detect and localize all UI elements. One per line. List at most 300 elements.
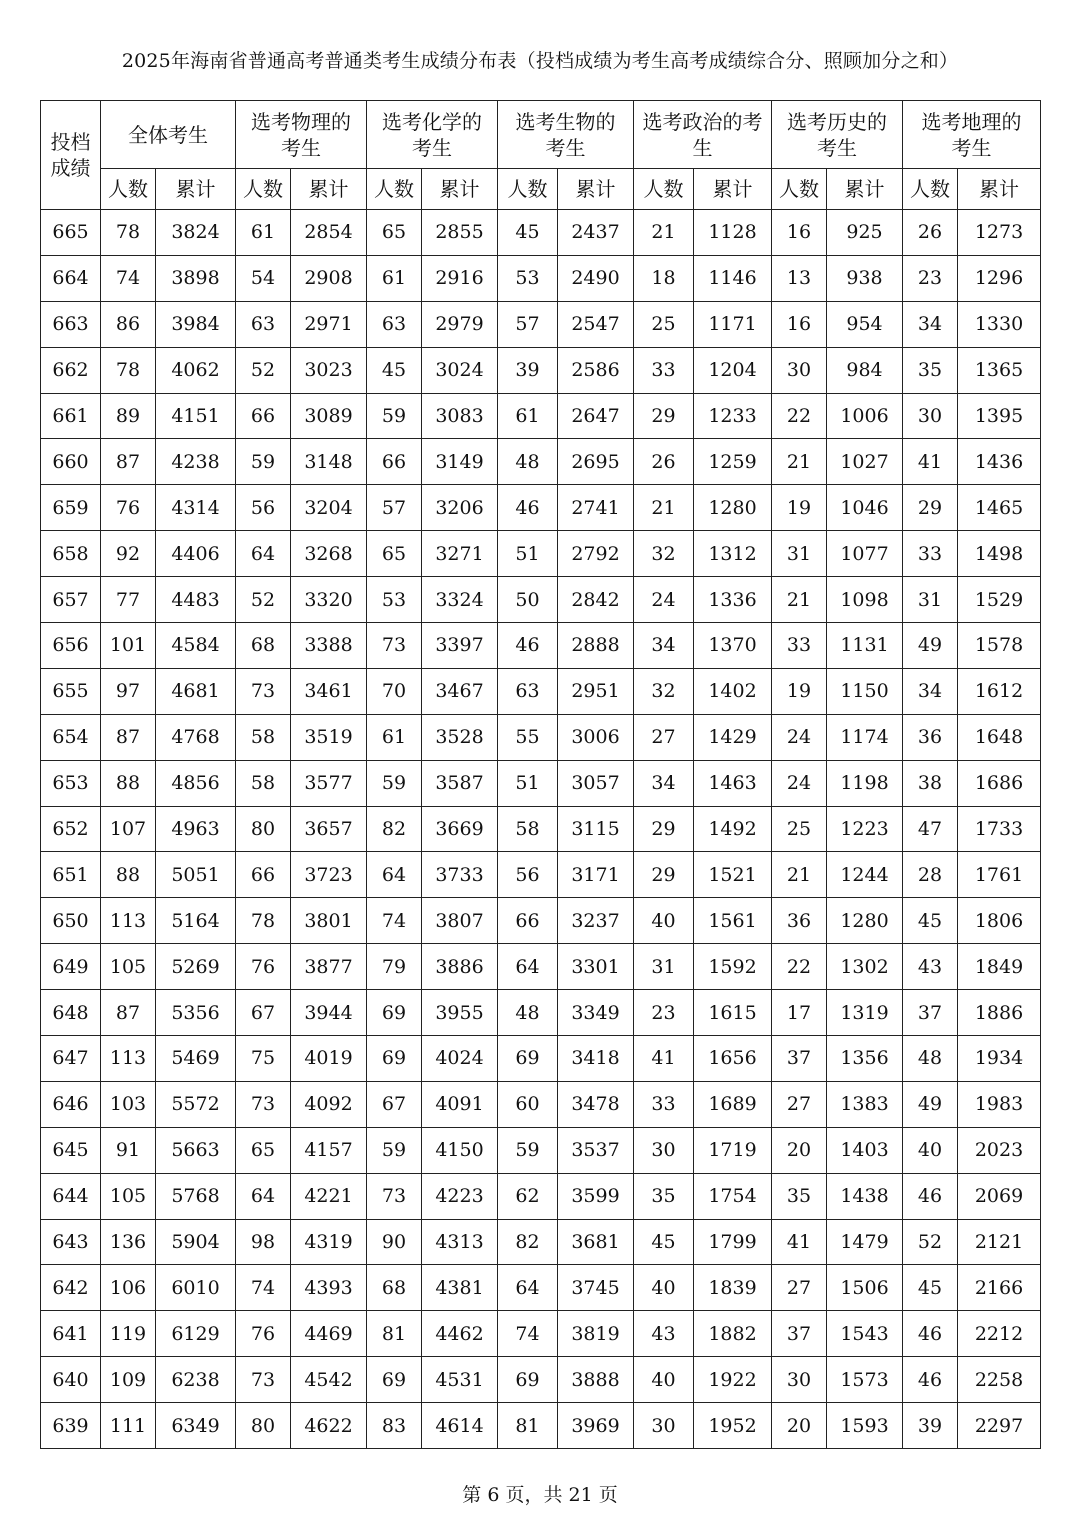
cumulative-cell: 2741: [558, 485, 634, 531]
count-cell: 64: [236, 531, 291, 577]
count-cell: 81: [498, 1403, 558, 1449]
group-header-politics: 选考政治的考生: [634, 101, 772, 169]
score-cell: 651: [41, 852, 101, 898]
count-cell: 74: [236, 1265, 291, 1311]
count-cell: 68: [236, 623, 291, 669]
count-cell: 25: [634, 301, 694, 347]
count-cell: 59: [367, 760, 422, 806]
count-cell: 105: [101, 1173, 156, 1219]
cumulative-cell: 4319: [291, 1219, 367, 1265]
cumulative-cell: 1370: [694, 623, 772, 669]
count-cell: 29: [634, 852, 694, 898]
cumulative-cell: 4381: [422, 1265, 498, 1311]
score-cell: 643: [41, 1219, 101, 1265]
count-cell: 83: [367, 1403, 422, 1449]
cumulative-cell: 1686: [958, 760, 1041, 806]
group-header-physics: 选考物理的考生: [236, 101, 367, 169]
cumulative-cell: 3089: [291, 393, 367, 439]
cumulative-cell: 1077: [827, 531, 903, 577]
table-row: [41, 898, 1041, 944]
cumulative-cell: 3819: [558, 1311, 634, 1357]
cumulative-cell: 1479: [827, 1219, 903, 1265]
cumulative-cell: 1128: [694, 210, 772, 256]
cumulative-cell: 4614: [422, 1403, 498, 1449]
cumulative-cell: 4856: [156, 760, 236, 806]
count-cell: 80: [236, 1403, 291, 1449]
count-cell: 45: [634, 1219, 694, 1265]
page-title: 2025年海南省普通高考普通类考生成绩分布表（投档成绩为考生高考成绩综合分、照顾加分之和）: [121, 50, 959, 72]
count-cell: 64: [498, 1265, 558, 1311]
cumulative-cell: 938: [827, 255, 903, 301]
count-subheader: 人数: [101, 169, 156, 210]
count-cell: 92: [101, 531, 156, 577]
count-cell: 69: [498, 1036, 558, 1082]
count-cell: 31: [903, 577, 958, 623]
count-cell: 51: [498, 760, 558, 806]
count-cell: 73: [236, 1081, 291, 1127]
count-cell: 105: [101, 944, 156, 990]
cumulative-cell: 3324: [422, 577, 498, 623]
cumulative-cell: 4062: [156, 347, 236, 393]
cumulative-cell: 1403: [827, 1127, 903, 1173]
count-cell: 61: [236, 210, 291, 256]
count-cell: 46: [903, 1357, 958, 1403]
count-cell: 35: [903, 347, 958, 393]
cumulative-cell: 1498: [958, 531, 1041, 577]
cumulative-cell: 6349: [156, 1403, 236, 1449]
cumulative-cell: 3944: [291, 990, 367, 1036]
count-cell: 67: [236, 990, 291, 1036]
cumulative-cell: 3599: [558, 1173, 634, 1219]
count-cell: 32: [634, 668, 694, 714]
cumulative-cell: 2586: [558, 347, 634, 393]
count-cell: 87: [101, 714, 156, 760]
count-cell: 59: [367, 393, 422, 439]
cumulative-cell: 4024: [422, 1036, 498, 1082]
cumulative-cell: 3745: [558, 1265, 634, 1311]
count-cell: 65: [367, 531, 422, 577]
cumulative-cell: 2490: [558, 255, 634, 301]
cumulative-cell: 2842: [558, 577, 634, 623]
count-cell: 38: [903, 760, 958, 806]
cumulative-cell: 2916: [422, 255, 498, 301]
count-cell: 88: [101, 760, 156, 806]
cumulative-cell: 1806: [958, 898, 1041, 944]
cumulative-cell: 2258: [958, 1357, 1041, 1403]
count-cell: 35: [634, 1173, 694, 1219]
cumulative-cell: 3537: [558, 1127, 634, 1173]
cumulative-cell: 1733: [958, 806, 1041, 852]
count-cell: 68: [367, 1265, 422, 1311]
cumulative-cell: 1150: [827, 668, 903, 714]
cumulative-cell: 4483: [156, 577, 236, 623]
table-row: [41, 944, 1041, 990]
cumulative-cell: 3519: [291, 714, 367, 760]
cumulative-cell: 1529: [958, 577, 1041, 623]
count-cell: 34: [903, 668, 958, 714]
cumulative-cell: 3115: [558, 806, 634, 852]
table-row: [41, 301, 1041, 347]
count-subheader: 人数: [236, 169, 291, 210]
table-row: [41, 714, 1041, 760]
count-cell: 73: [367, 1173, 422, 1219]
score-cell: 642: [41, 1265, 101, 1311]
table-row: [41, 485, 1041, 531]
cumulative-cell: 2792: [558, 531, 634, 577]
cumulative-cell: 4469: [291, 1311, 367, 1357]
cumulative-cell: 3083: [422, 393, 498, 439]
cumulative-cell: 2855: [422, 210, 498, 256]
count-cell: 16: [772, 301, 827, 347]
score-cell: 654: [41, 714, 101, 760]
cumulative-subheader: 累计: [694, 169, 772, 210]
cumulative-cell: 1754: [694, 1173, 772, 1219]
cumulative-cell: 2854: [291, 210, 367, 256]
count-cell: 64: [367, 852, 422, 898]
score-cell: 655: [41, 668, 101, 714]
count-cell: 37: [903, 990, 958, 1036]
count-cell: 119: [101, 1311, 156, 1357]
count-cell: 43: [903, 944, 958, 990]
cumulative-cell: 1174: [827, 714, 903, 760]
count-cell: 47: [903, 806, 958, 852]
cumulative-cell: 6010: [156, 1265, 236, 1311]
count-cell: 66: [367, 439, 422, 485]
cumulative-cell: 4092: [291, 1081, 367, 1127]
count-cell: 52: [236, 577, 291, 623]
table-row: [41, 255, 1041, 301]
cumulative-cell: 3204: [291, 485, 367, 531]
cumulative-cell: 1689: [694, 1081, 772, 1127]
cumulative-cell: 5572: [156, 1081, 236, 1127]
count-cell: 48: [903, 1036, 958, 1082]
table-row: [41, 668, 1041, 714]
count-cell: 75: [236, 1036, 291, 1082]
cumulative-cell: 1573: [827, 1357, 903, 1403]
cumulative-cell: 3587: [422, 760, 498, 806]
cumulative-cell: 3984: [156, 301, 236, 347]
cumulative-cell: 4313: [422, 1219, 498, 1265]
count-cell: 57: [367, 485, 422, 531]
cumulative-cell: 2888: [558, 623, 634, 669]
cumulative-cell: 4157: [291, 1127, 367, 1173]
count-cell: 33: [634, 1081, 694, 1127]
count-cell: 27: [634, 714, 694, 760]
cumulative-cell: 1436: [958, 439, 1041, 485]
count-cell: 13: [772, 255, 827, 301]
table-row: [41, 1403, 1041, 1449]
count-cell: 33: [772, 623, 827, 669]
count-cell: 34: [903, 301, 958, 347]
score-cell: 660: [41, 439, 101, 485]
cumulative-cell: 5356: [156, 990, 236, 1036]
cumulative-cell: 1356: [827, 1036, 903, 1082]
cumulative-cell: 1521: [694, 852, 772, 898]
cumulative-cell: 1233: [694, 393, 772, 439]
group-header-all: 全体考生: [101, 101, 236, 169]
count-cell: 45: [903, 1265, 958, 1311]
score-cell: 658: [41, 531, 101, 577]
cumulative-cell: 4150: [422, 1127, 498, 1173]
count-cell: 73: [236, 1357, 291, 1403]
cumulative-cell: 2023: [958, 1127, 1041, 1173]
cumulative-cell: 3149: [422, 439, 498, 485]
count-cell: 19: [772, 485, 827, 531]
cumulative-cell: 3657: [291, 806, 367, 852]
cumulative-cell: 1046: [827, 485, 903, 531]
cumulative-cell: 2908: [291, 255, 367, 301]
cumulative-cell: 1312: [694, 531, 772, 577]
count-cell: 54: [236, 255, 291, 301]
score-cell: 653: [41, 760, 101, 806]
cumulative-cell: 3669: [422, 806, 498, 852]
count-cell: 16: [772, 210, 827, 256]
count-cell: 73: [367, 623, 422, 669]
count-cell: 30: [634, 1127, 694, 1173]
cumulative-cell: 1952: [694, 1403, 772, 1449]
cumulative-cell: 1438: [827, 1173, 903, 1219]
count-cell: 76: [236, 944, 291, 990]
table-row: [41, 1081, 1041, 1127]
count-cell: 87: [101, 439, 156, 485]
cumulative-cell: 2979: [422, 301, 498, 347]
count-cell: 79: [367, 944, 422, 990]
cumulative-cell: 1983: [958, 1081, 1041, 1127]
count-cell: 23: [903, 255, 958, 301]
table-row: [41, 1219, 1041, 1265]
cumulative-cell: 2121: [958, 1219, 1041, 1265]
cumulative-cell: 1280: [694, 485, 772, 531]
score-cell: 647: [41, 1036, 101, 1082]
count-cell: 55: [498, 714, 558, 760]
count-cell: 63: [367, 301, 422, 347]
cumulative-cell: 3320: [291, 577, 367, 623]
count-cell: 52: [236, 347, 291, 393]
cumulative-cell: 5663: [156, 1127, 236, 1173]
cumulative-cell: 4393: [291, 1265, 367, 1311]
cumulative-subheader: 累计: [958, 169, 1041, 210]
cumulative-cell: 1223: [827, 806, 903, 852]
count-cell: 17: [772, 990, 827, 1036]
cumulative-cell: 4221: [291, 1173, 367, 1219]
cumulative-cell: 4462: [422, 1311, 498, 1357]
cumulative-cell: 2547: [558, 301, 634, 347]
count-cell: 19: [772, 668, 827, 714]
count-cell: 20: [772, 1127, 827, 1173]
cumulative-cell: 1244: [827, 852, 903, 898]
count-cell: 74: [367, 898, 422, 944]
cumulative-subheader: 累计: [422, 169, 498, 210]
count-cell: 29: [634, 806, 694, 852]
count-cell: 24: [772, 714, 827, 760]
count-cell: 69: [498, 1357, 558, 1403]
count-cell: 46: [903, 1173, 958, 1219]
cumulative-cell: 1273: [958, 210, 1041, 256]
score-cell: 663: [41, 301, 101, 347]
table-row: [41, 1036, 1041, 1082]
count-cell: 58: [236, 760, 291, 806]
cumulative-cell: 1395: [958, 393, 1041, 439]
count-cell: 62: [498, 1173, 558, 1219]
cumulative-cell: 3898: [156, 255, 236, 301]
count-cell: 43: [634, 1311, 694, 1357]
cumulative-cell: 3528: [422, 714, 498, 760]
cumulative-cell: 954: [827, 301, 903, 347]
count-cell: 64: [498, 944, 558, 990]
cumulative-cell: 1886: [958, 990, 1041, 1036]
cumulative-cell: 1302: [827, 944, 903, 990]
cumulative-cell: 1131: [827, 623, 903, 669]
count-cell: 26: [903, 210, 958, 256]
count-cell: 48: [498, 439, 558, 485]
score-cell: 656: [41, 623, 101, 669]
count-cell: 30: [772, 347, 827, 393]
score-cell: 645: [41, 1127, 101, 1173]
cumulative-subheader: 累计: [827, 169, 903, 210]
count-cell: 67: [367, 1081, 422, 1127]
count-cell: 107: [101, 806, 156, 852]
count-cell: 65: [367, 210, 422, 256]
count-cell: 77: [101, 577, 156, 623]
table-row: [41, 439, 1041, 485]
cumulative-cell: 3418: [558, 1036, 634, 1082]
count-cell: 33: [634, 347, 694, 393]
cumulative-cell: 2971: [291, 301, 367, 347]
count-cell: 25: [772, 806, 827, 852]
cumulative-cell: 3577: [291, 760, 367, 806]
cumulative-cell: 3268: [291, 531, 367, 577]
cumulative-cell: 1402: [694, 668, 772, 714]
count-cell: 37: [772, 1311, 827, 1357]
cumulative-cell: 4542: [291, 1357, 367, 1403]
count-subheader: 人数: [498, 169, 558, 210]
cumulative-cell: 1463: [694, 760, 772, 806]
count-cell: 46: [903, 1311, 958, 1357]
cumulative-cell: 1839: [694, 1265, 772, 1311]
count-cell: 60: [498, 1081, 558, 1127]
count-cell: 64: [236, 1173, 291, 1219]
cumulative-cell: 1543: [827, 1311, 903, 1357]
count-cell: 21: [634, 210, 694, 256]
cumulative-cell: 2166: [958, 1265, 1041, 1311]
cumulative-cell: 4768: [156, 714, 236, 760]
table-row: [41, 760, 1041, 806]
cumulative-cell: 3006: [558, 714, 634, 760]
count-cell: 97: [101, 668, 156, 714]
cumulative-cell: 1799: [694, 1219, 772, 1265]
table-row: [41, 531, 1041, 577]
cumulative-cell: 4314: [156, 485, 236, 531]
table-row: [41, 210, 1041, 256]
count-cell: 59: [367, 1127, 422, 1173]
count-cell: 56: [498, 852, 558, 898]
cumulative-cell: 1615: [694, 990, 772, 1036]
table-row: [41, 623, 1041, 669]
count-cell: 66: [236, 852, 291, 898]
count-cell: 36: [903, 714, 958, 760]
cumulative-cell: 4531: [422, 1357, 498, 1403]
cumulative-cell: 1319: [827, 990, 903, 1036]
cumulative-cell: 1006: [827, 393, 903, 439]
cumulative-cell: 4584: [156, 623, 236, 669]
score-cell: 662: [41, 347, 101, 393]
count-cell: 63: [498, 668, 558, 714]
cumulative-cell: 2647: [558, 393, 634, 439]
count-subheader: 人数: [903, 169, 958, 210]
cumulative-cell: 984: [827, 347, 903, 393]
count-cell: 61: [367, 255, 422, 301]
count-cell: 45: [903, 898, 958, 944]
count-cell: 113: [101, 898, 156, 944]
count-cell: 34: [634, 760, 694, 806]
count-cell: 76: [101, 485, 156, 531]
count-cell: 49: [903, 623, 958, 669]
table-row: [41, 347, 1041, 393]
cumulative-subheader: 累计: [156, 169, 236, 210]
count-cell: 98: [236, 1219, 291, 1265]
cumulative-cell: 1280: [827, 898, 903, 944]
table-row: [41, 577, 1041, 623]
cumulative-cell: 3478: [558, 1081, 634, 1127]
cumulative-cell: 3206: [422, 485, 498, 531]
count-cell: 82: [498, 1219, 558, 1265]
group-header-geography: 选考地理的考生: [903, 101, 1041, 169]
count-cell: 82: [367, 806, 422, 852]
count-cell: 45: [498, 210, 558, 256]
count-cell: 31: [634, 944, 694, 990]
score-cell: 644: [41, 1173, 101, 1219]
cumulative-subheader: 累计: [558, 169, 634, 210]
cumulative-cell: 1429: [694, 714, 772, 760]
count-cell: 59: [236, 439, 291, 485]
count-cell: 45: [367, 347, 422, 393]
cumulative-cell: 4238: [156, 439, 236, 485]
page-footer: 第 6 页，共 21 页: [462, 1484, 618, 1506]
count-cell: 111: [101, 1403, 156, 1449]
count-subheader: 人数: [772, 169, 827, 210]
count-cell: 23: [634, 990, 694, 1036]
cumulative-cell: 1592: [694, 944, 772, 990]
count-cell: 73: [236, 668, 291, 714]
score-cell: 650: [41, 898, 101, 944]
count-cell: 66: [498, 898, 558, 944]
count-cell: 34: [634, 623, 694, 669]
cumulative-cell: 1296: [958, 255, 1041, 301]
cumulative-cell: 5051: [156, 852, 236, 898]
count-cell: 35: [772, 1173, 827, 1219]
group-header-biology: 选考生物的考生: [498, 101, 634, 169]
count-cell: 65: [236, 1127, 291, 1173]
count-cell: 88: [101, 852, 156, 898]
cumulative-cell: 1761: [958, 852, 1041, 898]
count-cell: 27: [772, 1265, 827, 1311]
cumulative-cell: 3397: [422, 623, 498, 669]
count-cell: 106: [101, 1265, 156, 1311]
cumulative-cell: 2695: [558, 439, 634, 485]
count-cell: 22: [772, 944, 827, 990]
count-cell: 21: [634, 485, 694, 531]
cumulative-cell: 4622: [291, 1403, 367, 1449]
cumulative-cell: 1612: [958, 668, 1041, 714]
score-cell: 652: [41, 806, 101, 852]
count-cell: 41: [634, 1036, 694, 1082]
count-cell: 53: [367, 577, 422, 623]
count-cell: 39: [903, 1403, 958, 1449]
score-cell: 649: [41, 944, 101, 990]
count-cell: 59: [498, 1127, 558, 1173]
cumulative-cell: 1171: [694, 301, 772, 347]
table-row: [41, 852, 1041, 898]
